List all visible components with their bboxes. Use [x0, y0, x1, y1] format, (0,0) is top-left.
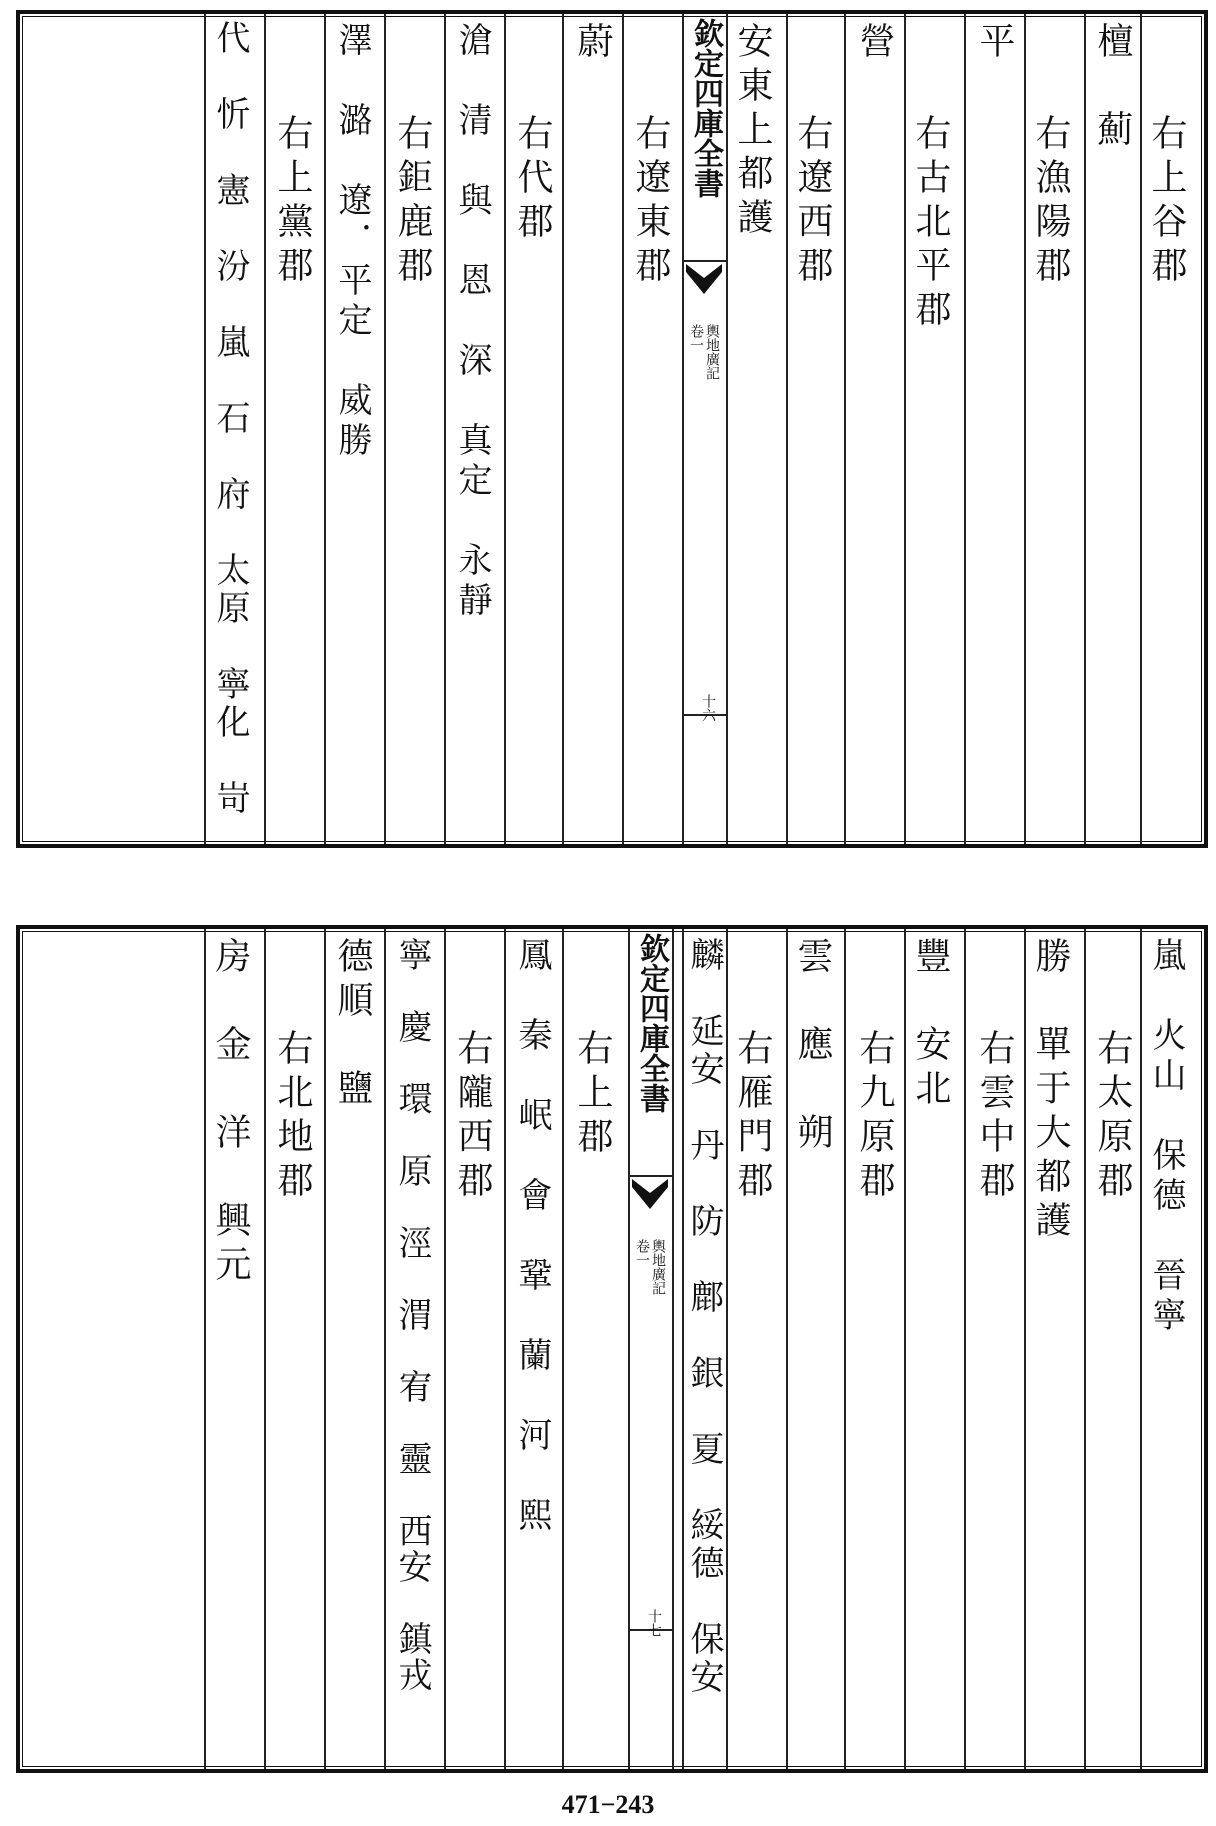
center-fold-header [628, 929, 674, 1769]
book-subtitle: 輿地廣記 [704, 324, 720, 380]
text-column: 右上谷郡 [1146, 114, 1187, 290]
text-column: 營 [854, 22, 895, 66]
text-column: 右漁陽郡 [1030, 114, 1071, 290]
folio-number: 十七 [646, 1609, 662, 1637]
fish-tail-mark-icon [686, 264, 722, 296]
center-fold-header [682, 14, 728, 844]
text-column: 右上郡 [572, 1029, 613, 1161]
document-page-upper [16, 10, 1208, 848]
book-title: 欽定四庫全書 [688, 18, 723, 198]
book-title: 欽定四庫全書 [634, 933, 669, 1113]
document-page-lower [16, 925, 1208, 1773]
text-column: 右九原郡 [854, 1029, 895, 1205]
text-column: 寧 慶 環 原 涇 渭 宥 靈 西安 鎮戎 [392, 937, 432, 1693]
text-column: 右雲中郡 [974, 1029, 1015, 1205]
text-column: 右北地郡 [272, 1029, 313, 1205]
text-column: 右代郡 [512, 114, 553, 246]
text-column: 滄 清 與 恩 深 真定 永靜 [452, 22, 492, 622]
text-column: 麟 延安 丹 防 鄜 銀 夏 綏德 保安 [684, 937, 724, 1697]
text-column: 右遼東郡 [630, 114, 671, 290]
volume-label: 卷一 [634, 1239, 650, 1267]
text-column: 右古北平郡 [910, 114, 951, 334]
text-column: 豐 安北 [910, 937, 951, 1113]
text-column: 德順 鹽 [332, 937, 373, 1113]
text-column: 蔚 [572, 22, 613, 66]
text-column: 檀 薊 [1092, 22, 1133, 154]
text-column: 嵐 火山 保德 晉寧 [1146, 937, 1186, 1337]
page-number: 471−243 [561, 1790, 655, 1819]
text-column: 澤 潞 遼．平定 威勝 [332, 22, 372, 462]
text-column: 右隴西郡 [452, 1029, 493, 1205]
text-column: 右上黨郡 [272, 114, 313, 290]
text-column: 代 忻 憲 汾 嵐 石 府 太原 寧化 岢 [210, 20, 250, 818]
book-subtitle: 輿地廣記 [650, 1239, 666, 1295]
text-column: 右雁門郡 [732, 1029, 773, 1205]
text-column: 右太原郡 [1092, 1029, 1133, 1205]
text-column: 右遼西郡 [792, 114, 833, 290]
folio-number: 十六 [700, 694, 716, 722]
volume-label: 卷一 [688, 324, 704, 352]
text-column: 房 金 洋 興元 [210, 937, 251, 1289]
text-column: 雲 應 朔 [792, 937, 833, 1157]
text-column: 平 [974, 22, 1015, 66]
text-column: 勝 單于大都護 [1030, 937, 1071, 1245]
fish-tail-mark-icon [632, 1179, 668, 1211]
text-column: 鳳 秦 岷 會 鞏 蘭 河 熙 [512, 937, 552, 1537]
text-column: 右鉅鹿郡 [392, 114, 433, 290]
text-column: 安東上都護 [732, 22, 773, 242]
